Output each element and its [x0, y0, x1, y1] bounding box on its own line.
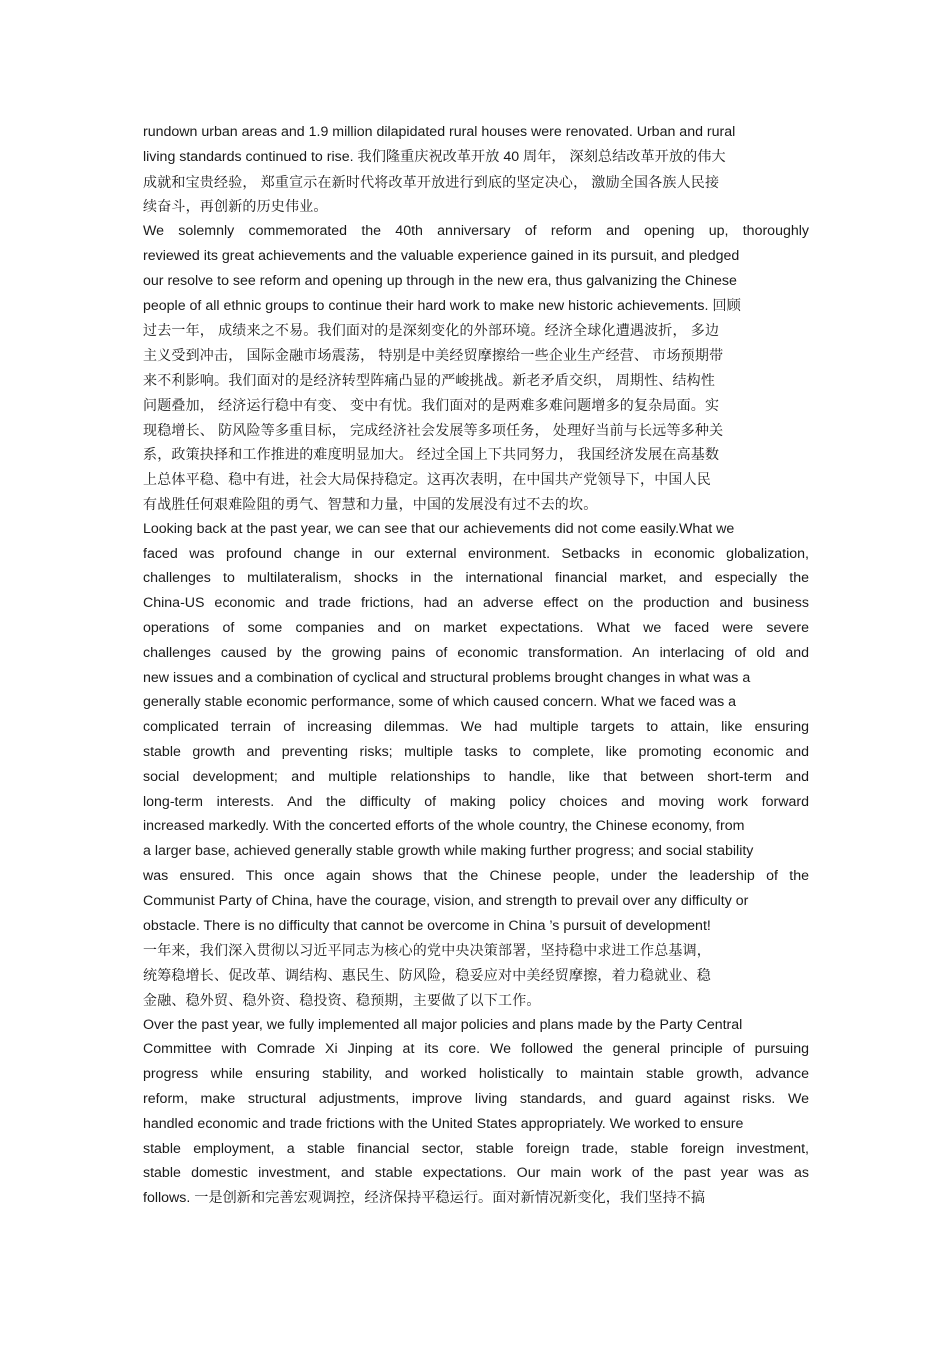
text-line: faced was profound change in our external environment. Setbacks in economic globalization, [143, 545, 809, 562]
text-line: stable employment, a stable financial sector, stable foreign trade, stable foreign investment, [143, 1140, 809, 1157]
text-line: progress while ensuring stability, and worked holistically to maintain stable growth, advance [143, 1066, 809, 1083]
text-line: 上总体平稳、稳中有进，社会大局保持稳定。这再次表明，在中国共产党领导下，中国人民 [143, 471, 711, 488]
text-line: our resolve to see reform and opening up through in the new era, thus galvanizing the Chinese [143, 272, 737, 289]
text-line: increased markedly. With the concerted efforts of the whole country, the Chinese economy, from [143, 818, 745, 835]
text-line: generally stable economic performance, some of which caused concern. What we faced was a [143, 694, 737, 711]
document-page [143, 120, 809, 1211]
text-line: 有战胜任何艰难险阻的勇气、智慧和力量，中国的发展没有过不去的坎。 [143, 495, 598, 512]
text-line: a larger base, achieved generally stable growth while making further progress; and social stability [143, 843, 754, 860]
text-line: Committee with Comrade Xi Jinping at its core. We followed the general principle of pursuing [143, 1041, 809, 1058]
text-line: living standards continued to rise. 我们隆重庆祝改革开放 40 周年， 深刻总结改革开放的伟大 [143, 148, 726, 165]
text-line: follows. 一是创新和完善宏观调控，经济保持平稳运行。面对新情况新变化，我们坚持不搞 [143, 1190, 706, 1207]
text-line: 金融、稳外贸、稳外资、稳投资、稳预期，主要做了以下工作。 [143, 991, 541, 1008]
text-line: obstacle. There is no difficulty that cannot be overcome in China ’s pursuit of development! [143, 917, 711, 934]
text-line: 成就和宝贵经验， 郑重宣示在新时代将改革开放进行到底的坚定决心， 激励全国各族人民接 [143, 173, 720, 190]
text-line: new issues and a combination of cyclical and structural problems brought changes in what was a [143, 669, 751, 686]
text-line: China-US economic and trade frictions, had an adverse effect on the production and business [143, 595, 809, 612]
text-line: 过去一年， 成绩来之不易。我们面对的是深刻变化的外部环境。经济全球化遭遇波折， 多边 [143, 322, 720, 339]
text-line: was ensured. This once again shows that the Chinese people, under the leadership of the [143, 867, 809, 884]
text-line: people of all ethnic groups to continue their hard work to make new historic achievements. 回顾 [143, 297, 741, 314]
text-line: operations of some companies and on market expectations. What we faced were severe [143, 619, 809, 636]
text-line: long-term interests. And the difficulty of making policy choices and moving work forward [143, 793, 809, 810]
text-line: Over the past year, we fully implemented all major policies and plans made by the Party Central [143, 1016, 743, 1033]
text-line: We solemnly commemorated the 40th anniversary of reform and opening up, thoroughly [143, 223, 809, 240]
text-line: 问题叠加， 经济运行稳中有变、 变中有忧。我们面对的是两难多难问题增多的复杂局面。实 [143, 396, 720, 413]
text-line: 统筹稳增长、促改革、调结构、惠民生、防风险，稳妥应对中美经贸摩擦，着力稳就业、稳 [143, 967, 711, 984]
text-line: 现稳增长、 防风险等多重目标， 完成经济社会发展等多项任务， 处理好当前与长远等多种关 [143, 421, 724, 438]
text-line: 系，政策抉择和工作推进的难度明显加大。 经过全国上下共同努力， 我国经济发展在高基数 [143, 446, 720, 463]
text-line: 续奋斗，再创新的历史伟业。 [143, 198, 328, 215]
text-line: stable growth and preventing risks; multiple tasks to complete, like promoting economic and [143, 743, 809, 760]
text-line: reform, make structural adjustments, improve living standards, and guard against risks. We [143, 1091, 809, 1108]
text-line: 主义受到冲击， 国际金融市场震荡， 特别是中美经贸摩擦给一些企业生产经营、 市场预期带 [143, 347, 724, 364]
text-line: handled economic and trade frictions with the United States appropriately. We worked to ensure [143, 1115, 744, 1132]
text-line: social development; and multiple relationships to handle, like that between short-term and [143, 768, 809, 785]
text-line: 来不利影响。我们面对的是经济转型阵痛凸显的严峻挑战。新老矛盾交织， 周期性、结构性 [143, 371, 716, 388]
text-line: rundown urban areas and 1.9 million dilapidated rural houses were renovated. Urban and rural [143, 124, 736, 140]
text-line: Communist Party of China, have the courage, vision, and strength to prevail over any difficulty or [143, 892, 749, 909]
text-line: 一年来，我们深入贯彻以习近平同志为核心的党中央决策部署，坚持稳中求进工作总基调， [143, 942, 711, 959]
text-line: complicated terrain of increasing dilemmas. We had multiple targets to attain, like ensuring [143, 719, 809, 736]
text-line: challenges caused by the growing pains of economic transformation. An interlacing of old and [143, 644, 809, 661]
text-line: Looking back at the past year, we can see that our achievements did not come easily.What we [143, 520, 735, 537]
text-line: challenges to multilateralism, shocks in the international financial market, and especially the [143, 570, 809, 587]
text-line: stable domestic investment, and stable expectations. Our main work of the past year was as [143, 1165, 809, 1182]
text-line: reviewed its great achievements and the valuable experience gained in its pursuit, and pledged [143, 247, 740, 264]
